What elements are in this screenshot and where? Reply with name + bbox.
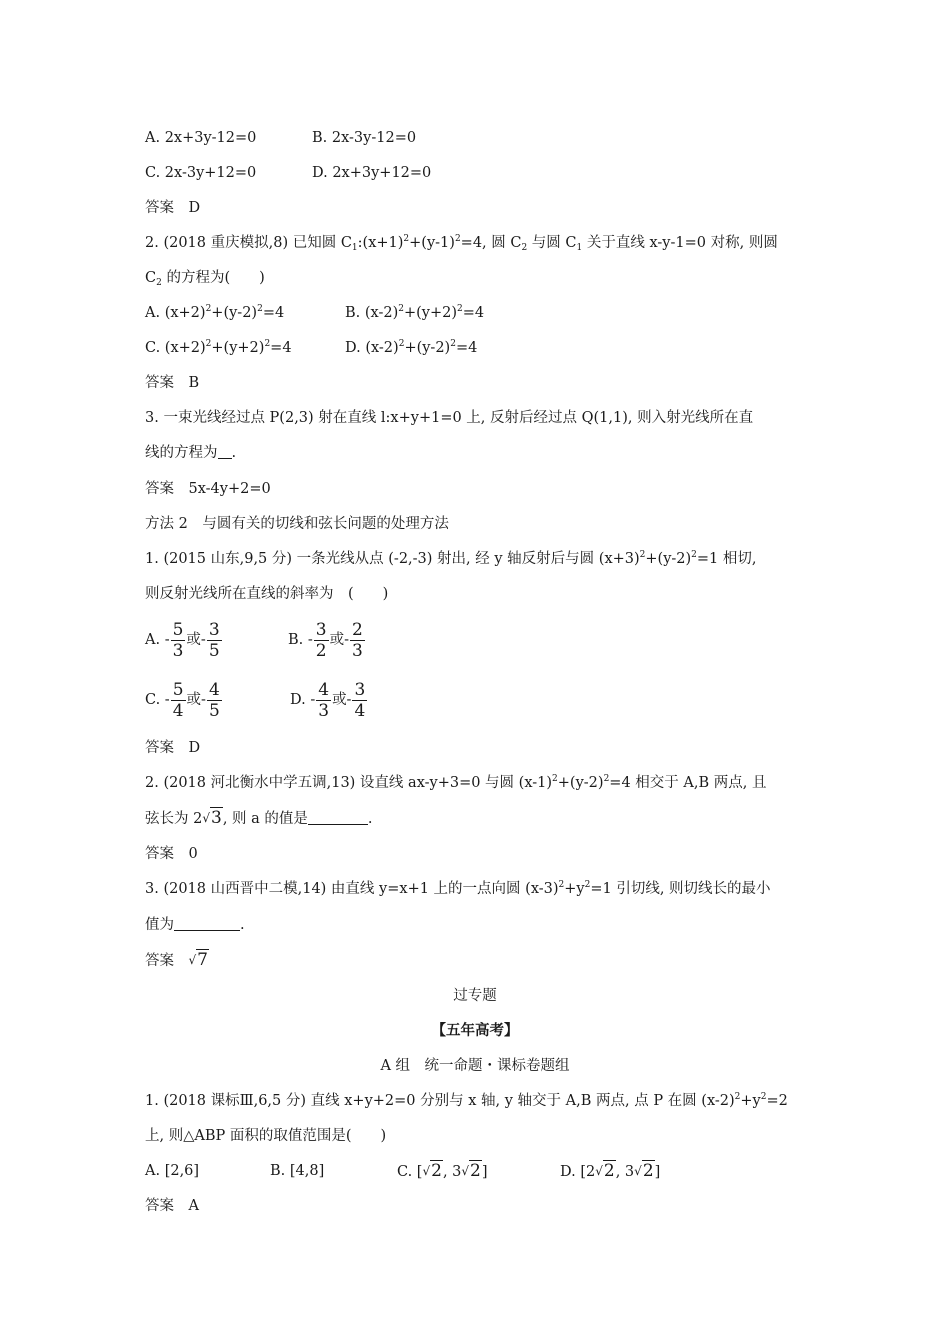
question-stem-cont: 值为 . <box>145 917 245 933</box>
option-c: C. 2x-3y+12=0 <box>145 165 257 181</box>
group-heading: A 组 统一命题・课标卷题组 <box>380 1058 570 1074</box>
radical: √3 <box>202 808 222 828</box>
answer-blank <box>308 809 368 825</box>
answer-line: 答案 5x-4y+2=0 <box>145 481 271 497</box>
option-b: B. 2x-3y-12=0 <box>312 130 417 146</box>
option-d: D. [2√2, 3√2] <box>560 1161 661 1181</box>
option-d: D. $(x-2)^2+(y-2)^2=4$ <box>345 339 478 356</box>
question-stem-cont: 则反射光线所在直线的斜率为 ( ) <box>145 586 389 602</box>
option-c: C. $(x+2)^2+(y+2)^2=4$ <box>145 339 292 356</box>
option-d: D. 2x+3y+12=0 <box>312 165 432 181</box>
option-b: B. - $\frac{3}{2}$ 或- $\frac{2}{3}$ <box>288 619 363 661</box>
option-b: B. [4,8] <box>270 1163 325 1179</box>
radical: √2 <box>461 1161 481 1181</box>
option-b: B. $(x-2)^2+(y+2)^2=4$ <box>345 304 485 321</box>
answer-line: 答案 D <box>145 200 201 216</box>
option-a: A. 2x+3y-12=0 <box>145 130 257 146</box>
question-stem: 1. (2015 山东,9,5 分) 一条光线从点 (-2,-3) 射出, 经 y 轴反射后与圆 $(x+3)^2+(y-2)^2=1$ 相切, <box>145 550 757 567</box>
question-stem: 1. (2018 课标Ⅲ,6,5 分) 直线 x+y+2=0 分别与 x 轴, y 轴交于 A,B 两点, 点 P 在圆 $(x-2)^2+y^2=2$ <box>145 1092 788 1109</box>
question-stem-cont: 上, 则△ABP 面积的取值范围是( ) <box>145 1128 387 1144</box>
question-stem: 2. (2018 河北衡水中学五调,13) 设直线 ax-y+3=0 与圆 $(x-1)^2+(y-2)^2=4$ 相交于 A,B 两点, 且 <box>145 774 767 791</box>
answer-line: 答案 B <box>145 375 200 391</box>
fraction: $\frac{3}{5}$ <box>208 619 220 661</box>
answer-line: 答案 A <box>145 1198 199 1214</box>
method-heading: 方法 2 与圆有关的切线和弦长问题的处理方法 <box>145 516 449 532</box>
option-a: A. [2,6] <box>145 1163 200 1179</box>
option-c: C. - $\frac{5}{4}$ 或- $\frac{4}{5}$ <box>145 679 220 721</box>
fraction: $\frac{4}{5}$ <box>208 679 220 721</box>
question-stem-cont: 弦长为 2√3, 则 a 的值是 . <box>145 808 373 828</box>
fraction: $\frac{2}{3}$ <box>352 619 363 661</box>
radical: √7 <box>188 950 208 970</box>
answer-line: 答案 0 <box>145 846 198 862</box>
option-c: C. [√2, 3√2] <box>397 1161 488 1181</box>
question-stem-cont: $C_2$ 的方程为( ) <box>145 270 265 288</box>
answer-line: 答案 √7 <box>145 950 208 970</box>
fraction: $\frac{5}{3}$ <box>172 619 184 661</box>
radical: √2 <box>595 1161 615 1181</box>
question-stem: 3. (2018 山西晋中二模,14) 由直线 y=x+1 上的一点向圆 $(x-3)^2+y^2=1$ 引切线, 则切线长的最小 <box>145 880 771 897</box>
option-d: D. - $\frac{4}{3}$ 或- $\frac{3}{4}$ <box>290 679 366 721</box>
section-title: 过专题 <box>453 988 497 1004</box>
radical: √2 <box>634 1161 654 1181</box>
fraction: $\frac{5}{4}$ <box>172 679 184 721</box>
fraction: $\frac{4}{3}$ <box>318 679 330 721</box>
option-a: A. - $\frac{5}{3}$ 或- $\frac{3}{5}$ <box>145 619 220 661</box>
question-stem: 2. (2018 重庆模拟,8) 已知圆 $C_1:(x+1)^2+(y-1)^2=4$, 圆 $C_2$ 与圆 $C_1$ 关于直线 x-y-1=0 对称, 则圆 <box>145 234 778 253</box>
question-stem-cont: 线的方程为 . <box>145 445 237 461</box>
fraction: $\frac{3}{2}$ <box>315 619 327 661</box>
section-subtitle: 【五年高考】 <box>431 1022 519 1039</box>
answer-blank <box>218 443 232 459</box>
answer-blank <box>174 915 240 931</box>
radical: √2 <box>422 1161 442 1181</box>
answer-line: 答案 D <box>145 740 201 756</box>
question-stem: 3. 一束光线经过点 P(2,3) 射在直线 l:x+y+1=0 上, 反射后经过点 Q(1,1), 则入射光线所在直 <box>145 410 754 426</box>
option-a: A. $(x+2)^2+(y-2)^2=4$ <box>145 304 285 321</box>
fraction: $\frac{3}{4}$ <box>354 679 366 721</box>
